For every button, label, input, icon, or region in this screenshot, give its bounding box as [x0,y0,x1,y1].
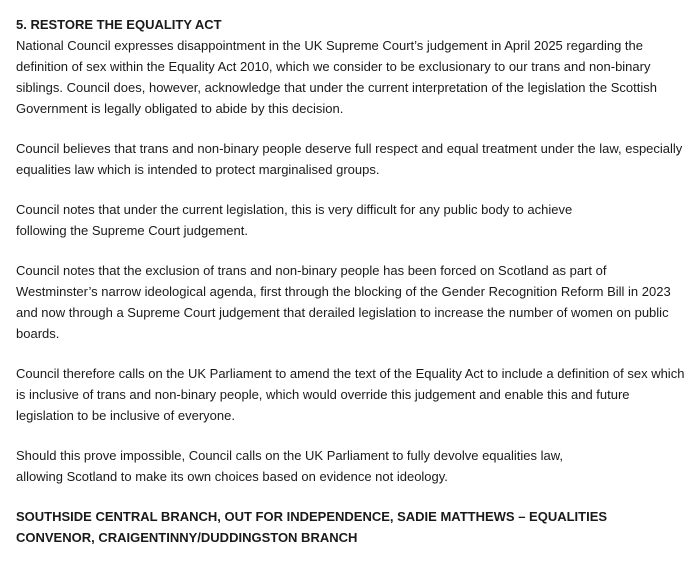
motion-sponsors: SOUTHSIDE CENTRAL BRANCH, OUT FOR INDEPENDENCE, SADIE MATTHEWS – EQUALITIES CONVENOR, CRAIGENTINNY/DUDDINGSTON BRANCH [16,509,608,545]
paragraph-notes-difficulty: Council notes that under the current legislation, this is very difficult for any public body to achieve following the Supreme Court judgement. [16,202,573,238]
paragraph-calls-devolve: Should this prove impossible, Council calls on the UK Parliament to fully devolve equalities law, allowing Scotland to make its own choices based on evidence not ideology. [16,448,564,484]
paragraph-believes: Council believes that trans and non-binary people deserve full respect and equal treatment under the law, especially equalities law which is intended to protect marginalised groups. [16,141,683,177]
motion-title: 5. RESTORE THE EQUALITY ACT [16,17,222,32]
paragraph-notes-exclusion: Council notes that the exclusion of trans and non-binary people has been forced on Scotland as part of Westminster’s narrow ideological agenda, first through the blocking of the Gender Recognition Reform Bill in 2023 and now through a Supreme Court judgement that derailed legislation to increase the number of women on public boards. [16,263,671,341]
paragraph-disappointment: National Council expresses disappointment in the UK Supreme Court’s judgement in April 2025 regarding the definition of sex within the Equality Act 2010, which we consider to be exclusionary to our trans and non-binary siblings. Council does, however, acknowledge that under the current interpretation of the legislation the Scottish Government is legally obligated to abide by this decision. [16,38,657,116]
motion-document [16,14,688,548]
paragraph-calls-amend: Council therefore calls on the UK Parliament to amend the text of the Equality Act to include a definition of sex which is inclusive of trans and non-binary people, which would override this judgement and enable this and future legislation to be inclusive of everyone. [16,366,685,423]
